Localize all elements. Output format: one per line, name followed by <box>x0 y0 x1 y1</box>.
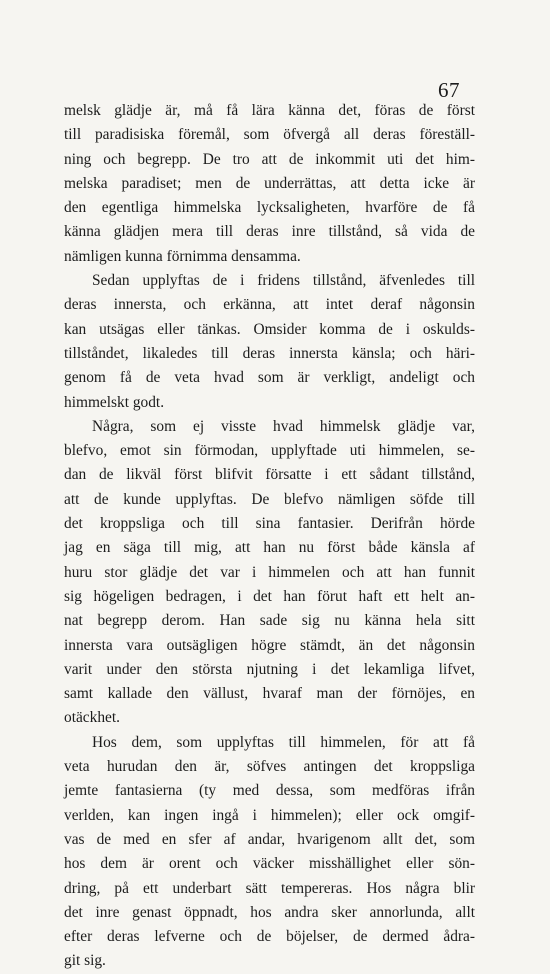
text-line: att de kunde upplyftas. De blefvo nämligen söfde till <box>64 490 475 508</box>
text-line: hos dem är orent och väcker misshällighet eller sön- <box>64 855 475 873</box>
text-line: dring, på ett underbart sätt tempereras. Hos några blir <box>64 879 475 897</box>
text-line: melsk glädje är, må få lära känna det, föras de först <box>64 102 475 119</box>
text-line: blefvo, emot sin förmodan, upplyftade uti himmelen, se- <box>64 442 475 460</box>
text-line: känna glädjen mera till deras inre tillstånd, så vida de <box>64 223 475 241</box>
page-number: 67 <box>438 78 460 102</box>
text-line: deras innersta, och erkänna, att intet deraf någonsin <box>64 296 475 314</box>
text-line: Hos dem, som upplyftas till himmelen, för att få <box>92 733 475 751</box>
text-line: kan utsägas eller tänkas. Omsider komma de i oskulds- <box>64 320 475 338</box>
text-line: varit under den största njutning i det lekamliga lifvet, <box>64 660 475 678</box>
text-line: otäckhet. <box>64 709 120 727</box>
body-text <box>64 99 475 974</box>
text-line: nat begrepp derom. Han sade sig nu känna hela sitt <box>64 612 475 630</box>
text-line: den egentliga himmelska lycksaligheten, hvarföre de få <box>64 199 475 217</box>
text-line: genom få de veta hvad som är verkligt, andeligt och <box>64 369 475 387</box>
text-line: sig högeligen bedragen, i det han förut haft ett helt an- <box>64 587 475 605</box>
text-line: dan de likväl först blifvit försatte i ett sådant tillstånd, <box>64 466 475 484</box>
text-line: jemte fantasierna (ty med dessa, som medföras ifrån <box>64 782 475 800</box>
text-line: ning och begrepp. De tro att de inkommit uti det him- <box>64 150 475 168</box>
text-line: veta hurudan den är, söfves antingen det kroppsliga <box>64 758 475 776</box>
text-line: vas de med en sfer af andar, hvarigenom allt det, som <box>64 830 475 848</box>
text-line: Några, som ej visste hvad himmelsk glädje var, <box>92 417 475 435</box>
text-line: himmelskt godt. <box>64 393 165 411</box>
text-line: huru stor glädje det var i himmelen och att han funnit <box>64 563 475 581</box>
text-line: git sig. <box>64 952 106 970</box>
text-line: samt kallade den vällust, hvaraf man der förnöjes, en <box>64 685 475 703</box>
text-line: tillståndet, likaledes till deras innersta känsla; och häri- <box>64 344 475 362</box>
text-line: melska paradiset; men de underrättas, att detta icke är <box>64 174 475 192</box>
text-line: jag en säga till mig, att han nu först både känsla af <box>64 539 475 557</box>
text-line: till paradisiska föremål, som öfvergå all deras föreställ- <box>64 126 475 144</box>
text-line: det kroppsliga och till sina fantasier. Derifrån hörde <box>64 515 475 533</box>
text-line: det inre genast öppnadt, hos andra sker annorlunda, allt <box>64 903 475 921</box>
text-line: verlden, kan ingen ingå i himmelen); eller ock omgif- <box>64 806 475 824</box>
text-line: innersta vara outsägligen högre stämdt, än det någonsin <box>64 636 475 654</box>
text-line: efter deras lefverne och de böjelser, de dermed ådra- <box>64 928 475 946</box>
text-line: Sedan upplyftas de i fridens tillstånd, äfvenledes till <box>92 272 475 290</box>
text-line: nämligen kunna förnimma densamma. <box>64 247 301 265</box>
